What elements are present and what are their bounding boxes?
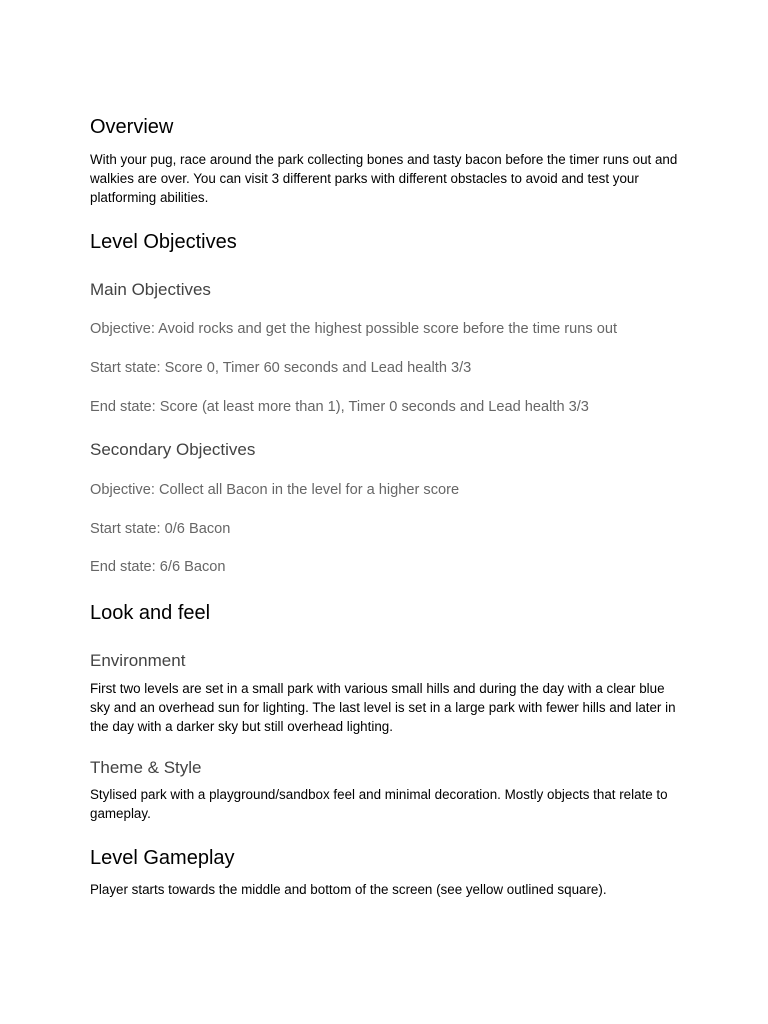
environment-body: First two levels are set in a small park with various small hills and during the day with a clear blue sky and an overhead sun for lighting. The last level is set in a large park with fewer hills and later in the day with a darker sky but still overhead lighting. (90, 681, 676, 734)
level-objectives-heading: Level Objectives (90, 231, 237, 253)
theme-style-body: Stylised park with a playground/sandbox feel and minimal decoration. Mostly objects that relate to gameplay. (90, 787, 668, 821)
secondary-objective-text: Objective: Collect all Bacon in the level for a higher score (90, 482, 460, 498)
overview-body: With your pug, race around the park collecting bones and tasty bacon before the timer runs out and walkies are over. You can visit 3 different parks with different obstacles to avoid and test your platforming abilities. (90, 152, 678, 205)
level-gameplay-heading: Level Gameplay (90, 847, 235, 869)
secondary-objectives-heading: Secondary Objectives (90, 440, 256, 459)
main-objectives-heading: Main Objectives (90, 280, 211, 299)
secondary-end-state: End state: 6/6 Bacon (90, 559, 226, 575)
overview-heading: Overview (90, 116, 174, 138)
main-start-state: Start state: Score 0, Timer 60 seconds and Lead health 3/3 (90, 360, 472, 376)
theme-style-heading: Theme & Style (90, 758, 202, 777)
main-end-state: End state: Score (at least more than 1), Timer 0 seconds and Lead health 3/3 (90, 399, 589, 415)
level-gameplay-body: Player starts towards the middle and bottom of the screen (see yellow outlined square). (90, 882, 607, 897)
secondary-start-state: Start state: 0/6 Bacon (90, 521, 231, 537)
environment-heading: Environment (90, 651, 186, 670)
main-objective-text: Objective: Avoid rocks and get the highest possible score before the time runs out (90, 321, 618, 337)
look-and-feel-heading: Look and feel (90, 602, 211, 624)
